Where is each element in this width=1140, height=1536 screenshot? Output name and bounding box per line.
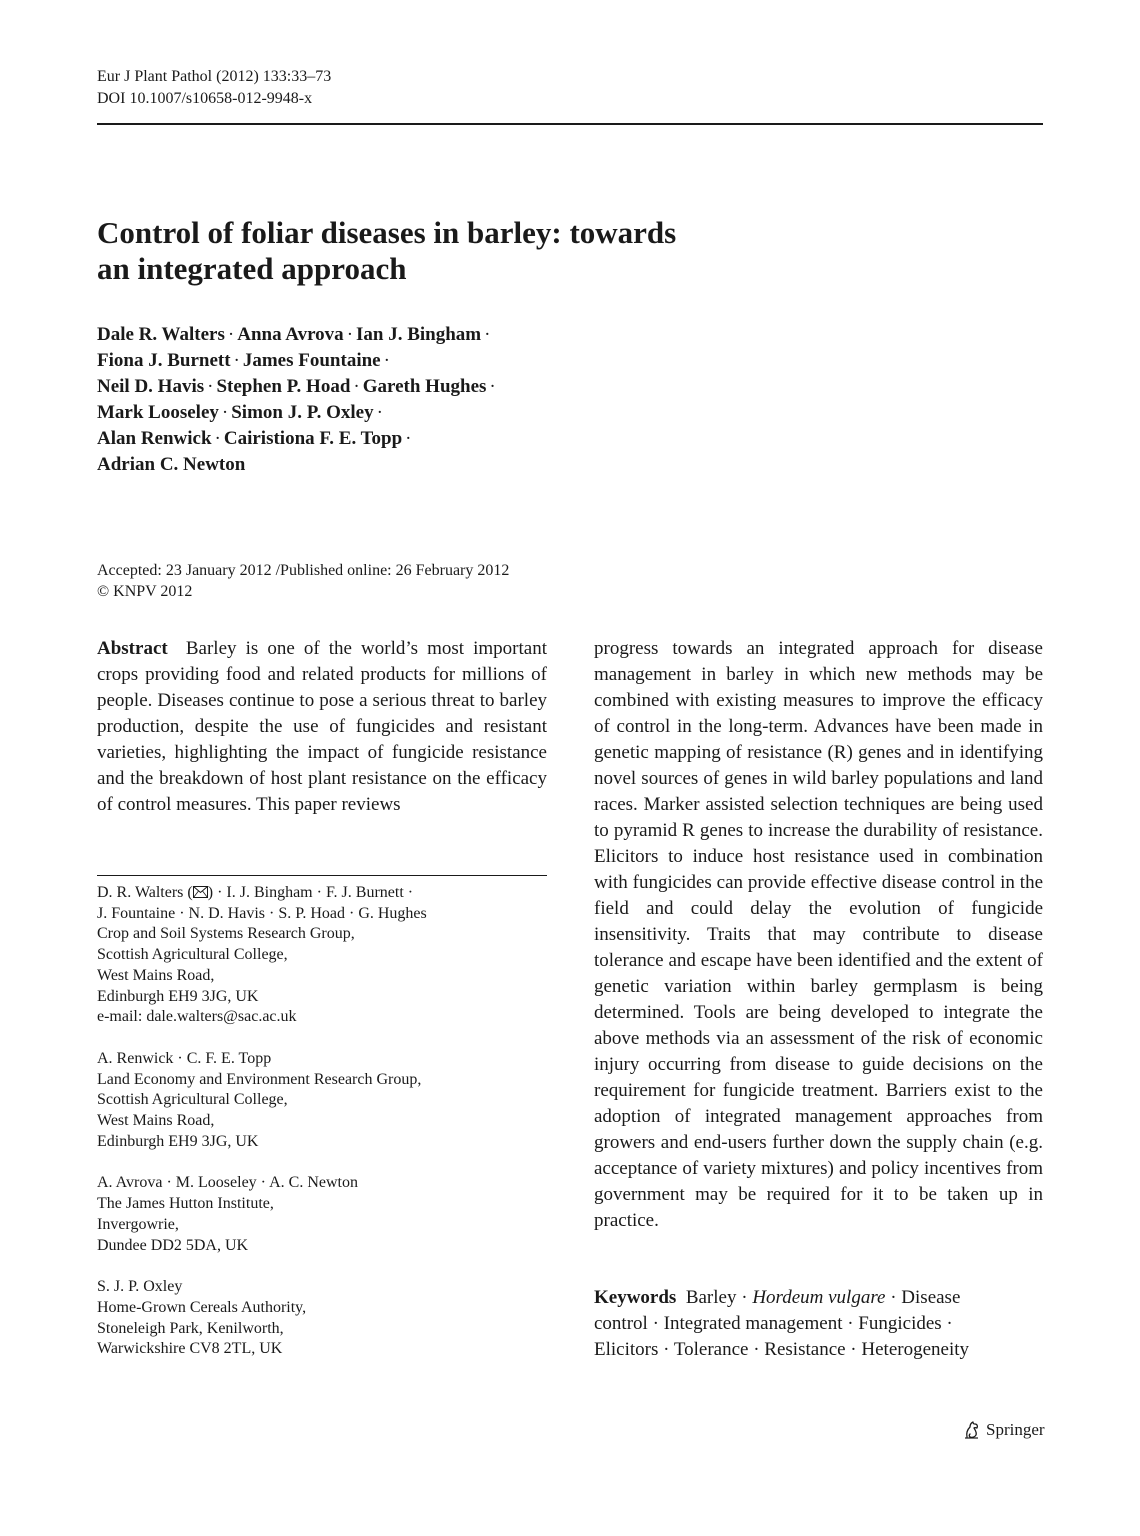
abstract-text: Barley is one of the world’s most important crops providing food and related products for millions of people. Diseases continue to pose a serious threat to barley production, despite the use of fungicides and resistant varieties, highlighting the impact of fungicide resistance and the breakdown of host plant resistance on the efficacy of control measures. This paper reviews <box>97 638 547 815</box>
publication-dates <box>97 560 509 602</box>
affiliation-line: Scottish Agricultural College, <box>97 946 288 964</box>
author-line <box>97 426 657 452</box>
author-separator: · <box>489 376 496 397</box>
author-separator: · <box>207 376 214 397</box>
affiliation-line: Edinburgh EH9 3JG, UK <box>97 987 259 1005</box>
publisher-name: Springer <box>986 1420 1045 1439</box>
author-separator: · <box>383 350 390 371</box>
author-separator: · <box>227 324 235 345</box>
author-name: Alan Renwick <box>97 428 212 449</box>
author-name: Anna Avrova <box>237 324 344 345</box>
author-separator: · <box>353 376 360 397</box>
author-line <box>97 322 657 348</box>
author-line <box>97 348 657 374</box>
affiliation-block <box>97 1277 567 1360</box>
copyright: © KNPV 2012 <box>97 583 193 600</box>
author-name: Fiona J. Burnett <box>97 350 231 371</box>
author-separator: · <box>221 402 229 423</box>
affiliation-line: The James Hutton Institute, <box>97 1195 274 1213</box>
author-list <box>97 322 657 478</box>
author-name: Gareth Hughes <box>362 376 487 397</box>
keywords-line: Elicitors · Tolerance · Resistance · Heterogeneity <box>594 1339 969 1360</box>
author-name: Ian J. Bingham <box>356 324 482 345</box>
author-name: Stephen P. Hoad <box>216 376 351 397</box>
affiliation-names: D. R. Walters ( <box>97 884 193 901</box>
affiliation-line: Dundee DD2 5DA, UK <box>97 1236 249 1254</box>
keyword-text: Barley · <box>685 1287 753 1308</box>
email-link[interactable]: e-mail: dale.walters@sac.ac.uk <box>97 1008 297 1026</box>
author-name: Cairistiona F. E. Topp <box>223 428 403 449</box>
affiliation-line: Edinburgh EH9 3JG, UK <box>97 1132 259 1150</box>
affiliation-line: Scottish Agricultural College, <box>97 1091 288 1109</box>
author-separator: · <box>405 428 412 449</box>
affiliation-rule <box>97 875 547 876</box>
author-name: Adrian C. Newton <box>97 454 246 475</box>
envelope-icon <box>193 886 208 898</box>
affiliation-line: Warwickshire CV8 2TL, UK <box>97 1340 283 1358</box>
abstract-right-column: progress towards an integrated approach for disease management in barley in which new methods may be combined with existing measures to improve the efficacy of control in the long-term. Advances have been made in genetic mapping of resistance (R) genes and in identifying novel sources of genes in wild barley populations and land races. Marker assisted selection techniques are being used to pyramid R genes to increase the durability of resistance. Elicitors to induce host resistance used in combination with fungicides can provide effective disease control in the field and could delay the evolution of fungicide insensitivity. Traits that may contribute to disease tolerance and escape have been identified and the extent of genetic variation within barley germplasm is being determined. Tools are being developed to integrate the above methods via an assessment of the risk of economic injury occurring from disease to guide decisions on the requirement for fungicide treatment. Barriers exist to the adoption of integrated management approaches from growers and end-users further down the supply chain (e.g. acceptance of variety mixtures) and policy incentives from government may be required for it to be taken up in practice. <box>594 638 1043 1231</box>
author-separator: · <box>484 324 491 345</box>
author-separator: · <box>233 350 240 371</box>
affiliation-line: J. Fountaine · N. D. Havis · S. P. Hoad · G. Hughes <box>97 904 427 922</box>
affiliation-names: ) · I. J. Bingham · F. J. Burnett · <box>207 884 414 901</box>
affiliation-line: A. Renwick · C. F. E. Topp <box>97 1049 272 1067</box>
affiliation-line: Stoneleigh Park, Kenilworth, <box>97 1319 284 1337</box>
affiliation-line: West Mains Road, <box>97 1112 215 1130</box>
author-name: James Fountaine <box>242 350 381 371</box>
keyword-text: Hordeum vulgare <box>752 1287 886 1308</box>
affiliation-block <box>97 1173 567 1256</box>
article-title <box>97 215 817 287</box>
abstract-label: Abstract <box>97 638 168 659</box>
author-name: Simon J. P. Oxley <box>231 402 374 423</box>
keywords <box>594 1285 1043 1363</box>
affiliation-block <box>97 1049 567 1153</box>
affiliation-line: Invergowrie, <box>97 1215 179 1233</box>
journal-citation: Eur J Plant Pathol (2012) 133:33–73 <box>97 68 332 85</box>
affiliation-line: Land Economy and Environment Research Group, <box>97 1070 422 1088</box>
accepted-date: Accepted: 23 January 2012 /Published online: 26 February 2012 <box>97 562 510 579</box>
affiliations <box>97 883 567 1381</box>
author-line <box>97 452 657 478</box>
keyword-text: · Disease <box>885 1287 961 1308</box>
affiliation-line: Crop and Soil Systems Research Group, <box>97 925 355 943</box>
author-line <box>97 400 657 426</box>
author-separator: · <box>346 324 354 345</box>
publisher-logo <box>962 1418 1045 1442</box>
affiliation-line: A. Avrova · M. Looseley · A. C. Newton <box>97 1174 358 1192</box>
affiliation-line: S. J. P. Oxley <box>97 1278 183 1296</box>
keywords-label: Keywords <box>594 1287 677 1308</box>
affiliation-line: Home-Grown Cereals Authority, <box>97 1298 307 1316</box>
title-line: Control of foliar diseases in barley: towards <box>97 215 677 250</box>
affiliation-line: West Mains Road, <box>97 966 215 984</box>
author-line <box>97 374 657 400</box>
doi: DOI 10.1007/s10658-012-9948-x <box>97 90 313 107</box>
springer-horse-icon <box>962 1420 982 1440</box>
header-rule <box>97 123 1043 125</box>
author-separator: · <box>214 428 221 449</box>
author-name: Neil D. Havis <box>97 376 205 397</box>
affiliation-line <box>97 883 567 904</box>
affiliation-block <box>97 883 567 1028</box>
author-name: Mark Looseley <box>97 402 219 423</box>
author-separator: · <box>376 402 383 423</box>
title-line: an integrated approach <box>97 251 407 286</box>
abstract-left-column <box>97 636 547 818</box>
keywords-line: control · Integrated management · Fungicides · <box>594 1313 953 1334</box>
author-name: Dale R. Walters <box>97 324 225 345</box>
keywords-line <box>594 1285 1043 1311</box>
